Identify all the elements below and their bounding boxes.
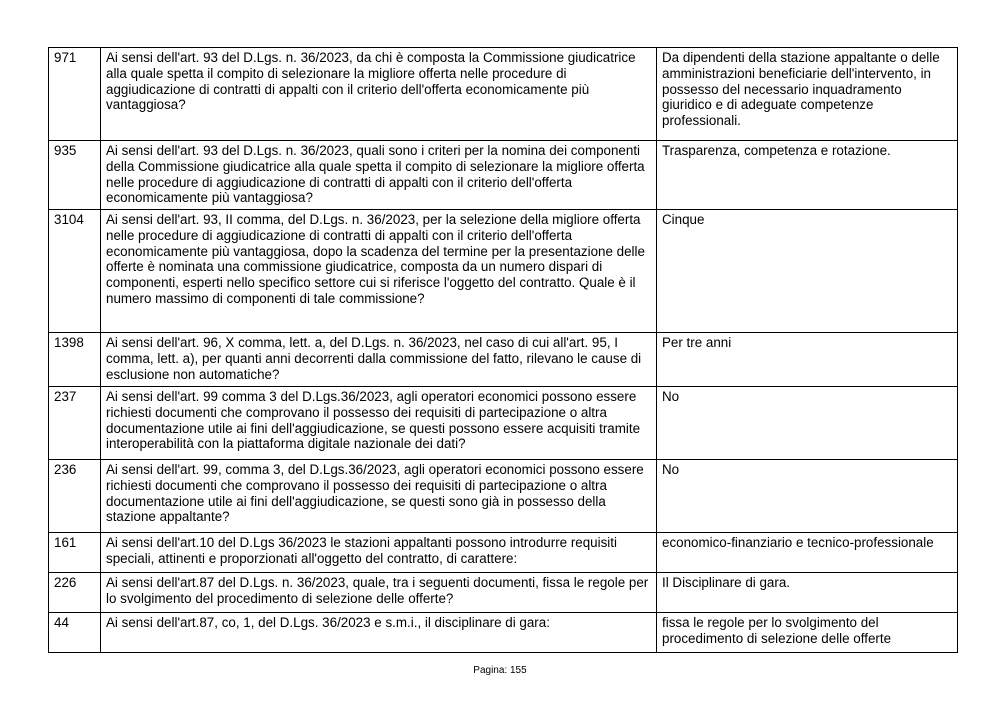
answer-text: economico-finanziario e tecnico-professionale (657, 533, 958, 573)
question-text: Ai sensi dell'art.87 del D.Lgs. n. 36/2023, quale, tra i seguenti documenti, fissa le regole per lo svolgimento del procedimento di selezione delle offerte? (101, 573, 657, 613)
answer-text: Da dipendenti della stazione appaltante o delle amministrazioni beneficiarie dell'intervento, in possesso del necessario inquadramento giuridico e di adeguate competenze professionali. (657, 48, 958, 141)
table-row (49, 387, 958, 460)
answer-text: Il Disciplinare di gara. (657, 573, 958, 613)
question-id: 236 (49, 460, 101, 533)
table-row (49, 613, 958, 653)
question-text: Ai sensi dell'art. 99, comma 3, del D.Lgs.36/2023, agli operatori economici possono essere richiesti documenti che comprovano il possesso dei requisiti di partecipazione o altra documentazione utile ai fini dell'aggiudicazione, se questi sono già in possesso della stazione appaltante? (101, 460, 657, 533)
question-id: 44 (49, 613, 101, 653)
question-id: 226 (49, 573, 101, 613)
table-row (49, 533, 958, 573)
question-table (48, 47, 958, 653)
question-id: 971 (49, 48, 101, 141)
question-id: 237 (49, 387, 101, 460)
table-row (49, 573, 958, 613)
question-text: Ai sensi dell'art. 99 comma 3 del D.Lgs.36/2023, agli operatori economici possono essere richiesti documenti che comprovano il possesso dei requisiti di partecipazione o altra documentazione utile ai fini dell'aggiudicazione, se questi possono essere acquisiti tramite interoperabilità con la piattaforma digitale nazionale dei dati? (101, 387, 657, 460)
question-text: Ai sensi dell'art.10 del D.Lgs 36/2023 le stazioni appaltanti possono introdurre requisiti speciali, attinenti e proporzionati all'oggetto del contratto, di carattere: (101, 533, 657, 573)
question-text: Ai sensi dell'art. 93, II comma, del D.Lgs. n. 36/2023, per la selezione della migliore offerta nelle procedure di aggiudicazione di contratti di appalti con il criterio dell'offerta economicamente più vantaggiosa, dopo la scadenza del termine per la presentazione delle offerte è nominata una commissione giudicatrice, composta da un numero dispari di componenti, esperti nello specifico settore cui si riferisce l'oggetto del contratto. Quale è il numero massimo di componenti di tale commissione? (101, 210, 657, 333)
question-text: Ai sensi dell'art. 93 del D.Lgs. n. 36/2023, da chi è composta la Commissione giudicatrice alla quale spetta il compito di selezionare la migliore offerta nelle procedure di aggiudicazione di contratti di appalti con il criterio dell'offerta economicamente più vantaggiosa? (101, 48, 657, 141)
table-row (49, 210, 958, 333)
answer-text: Per tre anni (657, 333, 958, 387)
question-text: Ai sensi dell'art. 93 del D.Lgs. n. 36/2023, quali sono i criteri per la nomina dei componenti della Commissione giudicatrice alla quale spetta il compito di selezionare la migliore offerta nelle procedure di aggiudicazione di contratti di appalti con il criterio dell'offerta economicamente più vantaggiosa? (101, 141, 657, 210)
question-text: Ai sensi dell'art. 96, X comma, lett. a, del D.Lgs. n. 36/2023, nel caso di cui all'art. 95, I comma, lett. a), per quanti anni decorrenti dalla commissione del fatto, rilevano le cause di esclusione non automatiche? (101, 333, 657, 387)
table-row (49, 333, 958, 387)
table-row (49, 48, 958, 141)
table-row (49, 460, 958, 533)
question-id: 161 (49, 533, 101, 573)
question-id: 1398 (49, 333, 101, 387)
question-id: 935 (49, 141, 101, 210)
question-text: Ai sensi dell'art.87, co, 1, del D.Lgs. 36/2023 e s.m.i., il disciplinare di gara: (101, 613, 657, 653)
answer-text: No (657, 387, 958, 460)
answer-text: Trasparenza, competenza e rotazione. (657, 141, 958, 210)
answer-text: No (657, 460, 958, 533)
page-footer: Pagina: 155 (473, 665, 527, 676)
answer-text: fissa le regole per lo svolgimento del procedimento di selezione delle offerte (657, 613, 958, 653)
question-id: 3104 (49, 210, 101, 333)
table-row (49, 141, 958, 210)
answer-text: Cinque (657, 210, 958, 333)
